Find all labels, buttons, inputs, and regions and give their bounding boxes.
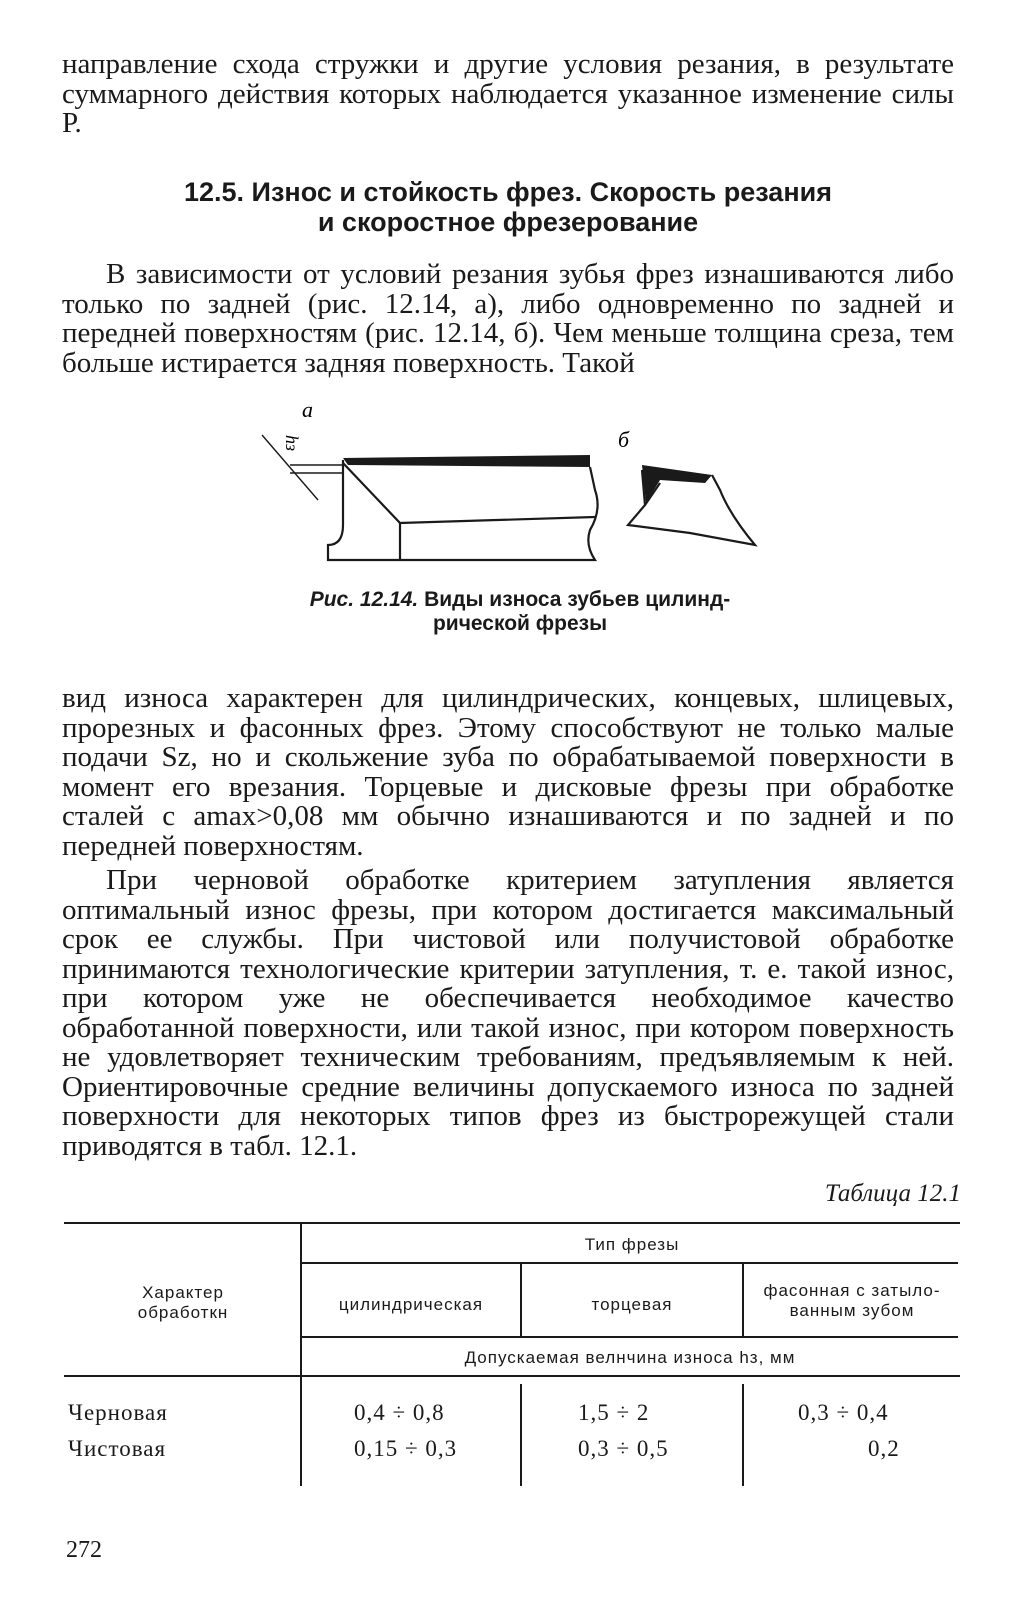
- table-row-1-cylindrical: 0,4 ÷ 0,8: [354, 1400, 445, 1425]
- figure-caption: [270, 588, 770, 636]
- paragraph-rough: При черновой обработке критерием затупления является оптимальный износ фрезы, при котором достигается максимальный срок ее службы. При чистовой или получистовой обработке принимаются технологические критерии затупления, т. е. такой износ, при котором уже не обеспечивается необходимое качество обработанной поверхности, или такой износ, при котором поверхность не удовлетворяет техническим требованиям, предъявляемым к ней. Ориентировочные средние величины допускаемого износа по задней поверхности для некоторых типов фрез из быстрорежущей стали приводятся в табл. 12.1.: [62, 864, 954, 1162]
- table-row-1-face: 1,5 ÷ 2: [578, 1400, 650, 1425]
- table-unit-row: Допускаемая велнчина износа hз, мм: [464, 1348, 796, 1367]
- table-subheader-rule: [302, 1336, 958, 1338]
- table-group-header: Тип фрезы: [584, 1235, 680, 1254]
- subheader-shaped: [744, 1281, 960, 1321]
- paragraph-after-figure: вид износа характерен для цилиндрических, концевых, шлицевых, прорезных и фасонных фрез. Этому способствуют не только малые подачи Sz, но и скольжение зуба по обрабатываемой поверхности в момент его врезания. Торцевые и дисковые фрезы при обработке сталей с amax>0,08 мм обычно изнашиваются и по задней и по передней поверхностям.: [62, 682, 954, 862]
- tooth-a-drawing: [328, 460, 598, 560]
- paragraph-top: направление схода стружки и другие условия резания, в результате суммарного действия которых наблюдается указанное изменение силы Р.: [62, 48, 954, 139]
- subheader-shaped-2: ванным зубом: [789, 1301, 915, 1320]
- page-number: 272: [66, 1537, 102, 1563]
- section-heading-line2: и скоростное фрезерование: [317, 207, 699, 237]
- table-row-2-shaped: 0,2: [868, 1436, 900, 1461]
- paragraph-intro: В зависимости от условий резания зубья фрез изнашиваются либо только по задней (рис. 12.14, а), либо одновременно по задней и передней поверхностям (рис. 12.14, б). Чем меньше толщина среза, тем больше истирается задняя поверхность. Такой: [62, 258, 954, 379]
- table-header-processing-2: обработкн: [137, 1303, 229, 1322]
- table-row-2-cylindrical: 0,15 ÷ 0,3: [354, 1436, 458, 1461]
- table-header-bottom-rule: [64, 1375, 960, 1377]
- figure-caption-text-1: Виды износа зубьев цилинд-: [424, 588, 731, 611]
- table-row-2-name: Чистовая: [68, 1436, 167, 1461]
- table-row-1-shaped: 0,3 ÷ 0,4: [798, 1400, 889, 1425]
- table-row-2-face: 0,3 ÷ 0,5: [578, 1436, 669, 1461]
- table-divider-body1: [520, 1384, 522, 1486]
- table-caption: Таблица 12.1: [824, 1180, 961, 1207]
- table-header-processing-1: Характер: [142, 1283, 224, 1302]
- table-row-1-name: Черновая: [68, 1400, 168, 1425]
- label-a: а: [302, 397, 313, 422]
- section-heading-line1: 12.5. Износ и стойкость фрез. Скорость резания: [184, 177, 832, 207]
- subheader-cylindrical: цилиндрическая: [338, 1295, 484, 1314]
- table-group-rule: [302, 1262, 958, 1264]
- label-h3: hз: [282, 435, 302, 452]
- subheader-face: торцевая: [591, 1295, 673, 1314]
- figure-caption-text-2: рической фрезы: [432, 612, 608, 635]
- figure-tooth-wear: [250, 395, 770, 580]
- figure-caption-label: Рис. 12.14.: [309, 588, 419, 611]
- table-header-processing: [66, 1283, 300, 1323]
- table-divider-body2: [742, 1384, 744, 1486]
- flank-wear-land: [343, 455, 590, 467]
- subheader-shaped-1: фасонная с затыло-: [763, 1281, 941, 1300]
- crater-and-flank-wear: [642, 465, 712, 503]
- table-top-rule: [64, 1222, 960, 1224]
- label-b: б: [618, 427, 630, 452]
